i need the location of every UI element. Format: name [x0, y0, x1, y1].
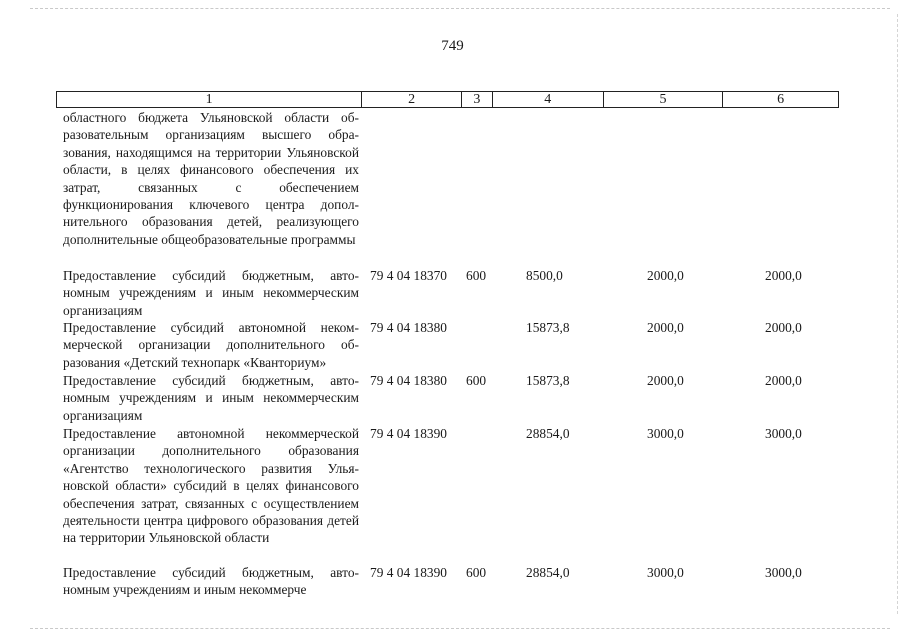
- scan-edge-right: [897, 14, 899, 614]
- row-value-col6: 3000,0: [765, 426, 802, 441]
- column-header-3: 3: [462, 92, 493, 107]
- scan-edge-top: [30, 8, 890, 10]
- row-code: 79 4 04 18390: [370, 426, 447, 441]
- row-value-col6: 2000,0: [765, 373, 802, 388]
- row-value-col6: 2000,0: [765, 320, 802, 335]
- row-kind: 600: [466, 373, 487, 388]
- row-description: Предоставление субсидий бюджетным, автономным учреждениям и иным некоммерче: [63, 565, 359, 598]
- column-header-2: 2: [362, 92, 462, 107]
- row-kind: 600: [466, 565, 487, 580]
- row-description: Предоставление субсидий автономной некоммерческой организации дополнительного образования «Детский технопарк «Кванториум»: [63, 320, 359, 370]
- row-code: 79 4 04 18390: [370, 565, 447, 580]
- row-value-col5: 3000,0: [647, 565, 684, 580]
- row-value-col5: 2000,0: [647, 373, 684, 388]
- column-header-5: 5: [604, 92, 724, 107]
- column-header-4: 4: [493, 92, 604, 107]
- row-code: 79 4 04 18380: [370, 320, 447, 335]
- row-value-col5: 2000,0: [647, 320, 684, 335]
- row-code: 79 4 04 18370: [370, 268, 447, 283]
- row-value-col5: 2000,0: [647, 268, 684, 283]
- row-value-col4: 15873,8: [526, 320, 570, 335]
- row-description: Предоставление автономной некоммерческой организации дополнительного образования «Агентство технологического развития Ульяновской области» субсидий в целях финансового обеспечения затрат, связанных с осуществлением деятельности центра цифрового образования детей на территории Ульяновской области: [63, 426, 359, 546]
- row-description: Предоставление субсидий бюджетным, автономным учреждениям и иным некоммерческим организациям: [63, 373, 359, 423]
- row-value-col4: 8500,0: [526, 268, 563, 283]
- row-value-col4: 15873,8: [526, 373, 570, 388]
- row-value-col5: 3000,0: [647, 426, 684, 441]
- column-header-1: 1: [57, 92, 362, 107]
- column-header-6: 6: [777, 92, 785, 107]
- table-header: [56, 91, 839, 108]
- row-value-col4: 28854,0: [526, 565, 570, 580]
- row-value-col6: 2000,0: [765, 268, 802, 283]
- page-number: 749: [441, 38, 464, 54]
- row-code: 79 4 04 18380: [370, 373, 447, 388]
- row-kind: 600: [466, 268, 487, 283]
- row-description: областного бюджета Ульяновской области образовательным организациям высшего образования, находящимся на территории Ульяновской области, в целях финансового обеспечения их затрат, связанных с обеспечением функционирования ключевого центра дополнительного образования детей, реализующего дополнительные общеобразовательные программы: [63, 110, 359, 247]
- row-description: Предоставление субсидий бюджетным, автономным учреждениям и иным некоммерческим организациям: [63, 268, 359, 318]
- scan-edge-bottom: [30, 628, 890, 630]
- row-value-col4: 28854,0: [526, 426, 570, 441]
- row-value-col6: 3000,0: [765, 565, 802, 580]
